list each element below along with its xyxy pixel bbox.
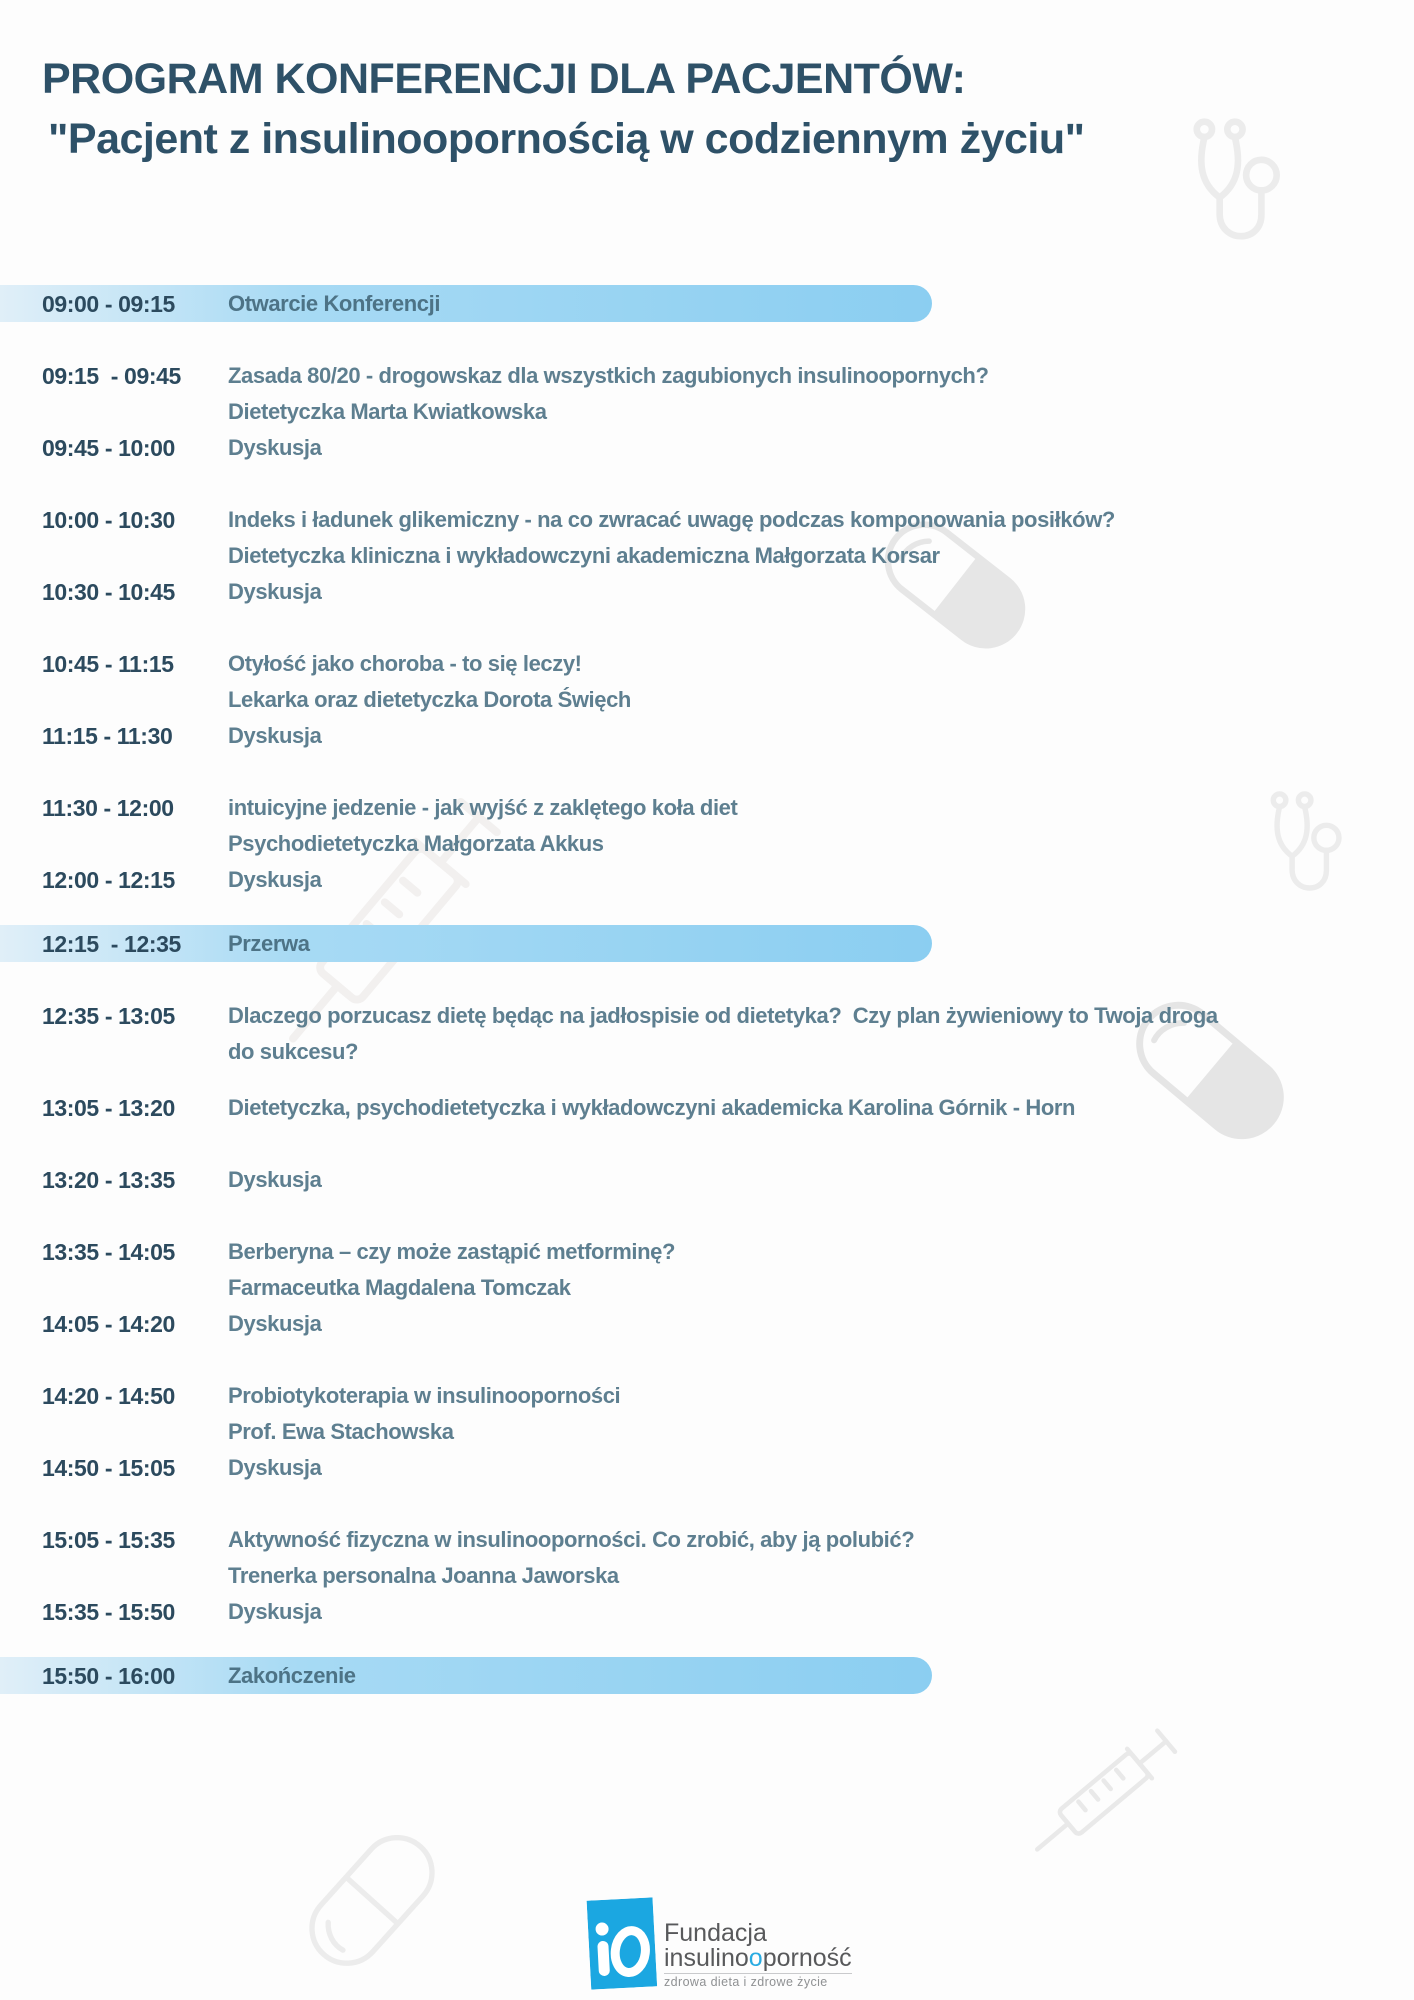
- session-time: 10:30 - 10:45: [42, 579, 175, 605]
- session-content: [228, 1522, 1414, 1594]
- session-content: [228, 430, 1414, 466]
- session-time: 15:50 - 16:00: [42, 1662, 175, 1689]
- band-label: Zakończenie: [228, 1663, 356, 1688]
- logo-badge: [587, 1897, 658, 1994]
- session-time: 13:35 - 14:05: [42, 1239, 175, 1265]
- agenda-row: [0, 1594, 1414, 1630]
- discussion-label: Dyskusja: [228, 579, 322, 604]
- session-content: [228, 718, 1414, 754]
- session-content: [228, 790, 1414, 862]
- logo-name-accent: o: [748, 1944, 763, 1972]
- discussion-label: Dyskusja: [228, 1599, 322, 1624]
- agenda-band-row: [0, 1657, 1414, 1694]
- page-title: PROGRAM KONFERENCJI DLA PACJENTÓW:: [42, 55, 966, 103]
- session-content: [228, 574, 1414, 610]
- logo-text: [664, 1921, 852, 1989]
- session-content: [228, 1594, 1414, 1630]
- session-time: 12:35 - 13:05: [42, 1003, 175, 1029]
- session-speaker: Psychodietetyczka Małgorzata Akkus: [228, 831, 604, 856]
- session-time: 12:15 - 12:35: [42, 930, 181, 957]
- stethoscope-icon: [1183, 112, 1295, 244]
- agenda-row: [0, 646, 1414, 718]
- session-content: [228, 1306, 1414, 1342]
- session-content: [228, 1162, 1414, 1198]
- session-content: [228, 1234, 1414, 1306]
- session-title: Probiotykoterapia w insulinooporności: [228, 1383, 621, 1408]
- agenda-row: [0, 1090, 1414, 1126]
- discussion-label: Dyskusja: [228, 435, 322, 460]
- session-title: Dietetyczka, psychodietetyczka i wykładowczyni akademicka Karolina Górnik - Horn: [228, 1095, 1076, 1120]
- session-time: 14:20 - 14:50: [42, 1383, 175, 1409]
- session-time: 09:45 - 10:00: [42, 435, 175, 461]
- band-highlight: [0, 925, 932, 962]
- session-time: 13:20 - 13:35: [42, 1167, 175, 1193]
- session-content: [228, 358, 1414, 430]
- agenda-row: [0, 430, 1414, 466]
- agenda-row: [0, 790, 1414, 862]
- agenda-row: [0, 1162, 1414, 1198]
- session-time: 14:50 - 15:05: [42, 1455, 175, 1481]
- discussion-label: Dyskusja: [228, 867, 322, 892]
- session-time: 10:00 - 10:30: [42, 507, 175, 533]
- session-speaker: Trenerka personalna Joanna Jaworska: [228, 1563, 619, 1588]
- session-title: Zasada 80/20 - drogowskaz dla wszystkich zagubionych insulinoopornych?: [228, 363, 989, 388]
- foundation-logo: [589, 1899, 852, 1993]
- agenda-row: [0, 1450, 1414, 1486]
- session-time: 15:35 - 15:50: [42, 1599, 175, 1625]
- session-content: [228, 1090, 1414, 1126]
- discussion-label: Dyskusja: [228, 723, 322, 748]
- session-time: 15:05 - 15:35: [42, 1527, 175, 1553]
- session-title: Berberyna – czy może zastąpić metforminę?: [228, 1239, 675, 1264]
- session-speaker: Dietetyczka kliniczna i wykładowczyni akademiczna Małgorzata Korsar: [228, 543, 940, 568]
- agenda-row: [0, 862, 1414, 898]
- session-time: 09:15 - 09:45: [42, 363, 181, 389]
- agenda-band-row: [0, 925, 1414, 962]
- capsule-outline-icon: [293, 1818, 452, 1982]
- agenda-row: [0, 574, 1414, 610]
- discussion-label: Dyskusja: [228, 1311, 322, 1336]
- session-title: Indeks i ładunek glikemiczny - na co zwracać uwagę podczas komponowania posiłków?: [228, 507, 1115, 532]
- band-label: Otwarcie Konferencji: [228, 291, 441, 316]
- session-title: Dlaczego porzucasz dietę będąc na jadłospisie od dietetyka? Czy plan żywieniowy to Twoja droga: [228, 1003, 1218, 1028]
- session-time: 12:00 - 12:15: [42, 867, 175, 893]
- session-time: 13:05 - 13:20: [42, 1095, 175, 1121]
- session-content: [228, 998, 1414, 1070]
- agenda-row: [0, 1234, 1414, 1306]
- session-title: Aktywność fizyczna w insulinooporności. Co zrobić, aby ją polubić?: [228, 1527, 915, 1552]
- session-time: 11:15 - 11:30: [42, 723, 173, 749]
- band-highlight: [0, 285, 932, 322]
- session-speaker: Dietetyczka Marta Kwiatkowska: [228, 399, 547, 424]
- discussion-label: Dyskusja: [228, 1455, 322, 1480]
- session-content: [228, 1450, 1414, 1486]
- session-title: intuicyjne jedzenie - jak wyjść z zaklętego koła diet: [228, 795, 738, 820]
- session-speaker: Farmaceutka Magdalena Tomczak: [228, 1275, 571, 1300]
- band-highlight: [0, 1657, 932, 1694]
- session-speaker: Lekarka oraz dietetyczka Dorota Święch: [228, 687, 631, 712]
- agenda-row: [0, 1378, 1414, 1450]
- agenda-row: [0, 998, 1414, 1070]
- agenda-row: [0, 1306, 1414, 1342]
- session-content: [228, 502, 1414, 574]
- logo-name-line2: [664, 1946, 852, 1971]
- agenda-row: [0, 502, 1414, 574]
- page-header: [42, 52, 1085, 166]
- band-label: Przerwa: [228, 931, 310, 956]
- logo-name-suffix: porność: [762, 1944, 852, 1972]
- session-content: [228, 646, 1414, 718]
- logo-name-prefix: insulino: [664, 1944, 749, 1972]
- discussion-label: Dyskusja: [228, 1167, 322, 1192]
- session-time: 14:05 - 14:20: [42, 1311, 175, 1337]
- session-content: [228, 1378, 1414, 1450]
- agenda-band-row: [0, 285, 1414, 322]
- syringe-icon: [1014, 1704, 1202, 1876]
- agenda-row: [0, 718, 1414, 754]
- logo-name-line1: Fundacja: [664, 1919, 767, 1947]
- session-time: 11:30 - 12:00: [42, 795, 174, 821]
- agenda-row: [0, 358, 1414, 430]
- session-title: Otyłość jako choroba - to się leczy!: [228, 651, 582, 676]
- agenda-row: [0, 1522, 1414, 1594]
- session-speaker: Prof. Ewa Stachowska: [228, 1419, 454, 1444]
- page-subtitle: "Pacjent z insulinoopornością w codziennym życiu": [48, 115, 1085, 163]
- session-time: 10:45 - 11:15: [42, 651, 174, 677]
- logo-tagline: zdrowa dieta i zdrowe życie: [664, 1973, 852, 1989]
- session-content: [228, 862, 1414, 898]
- agenda: [0, 285, 1414, 1694]
- session-time: 09:00 - 09:15: [42, 290, 175, 317]
- session-speaker: do sukcesu?: [228, 1039, 359, 1064]
